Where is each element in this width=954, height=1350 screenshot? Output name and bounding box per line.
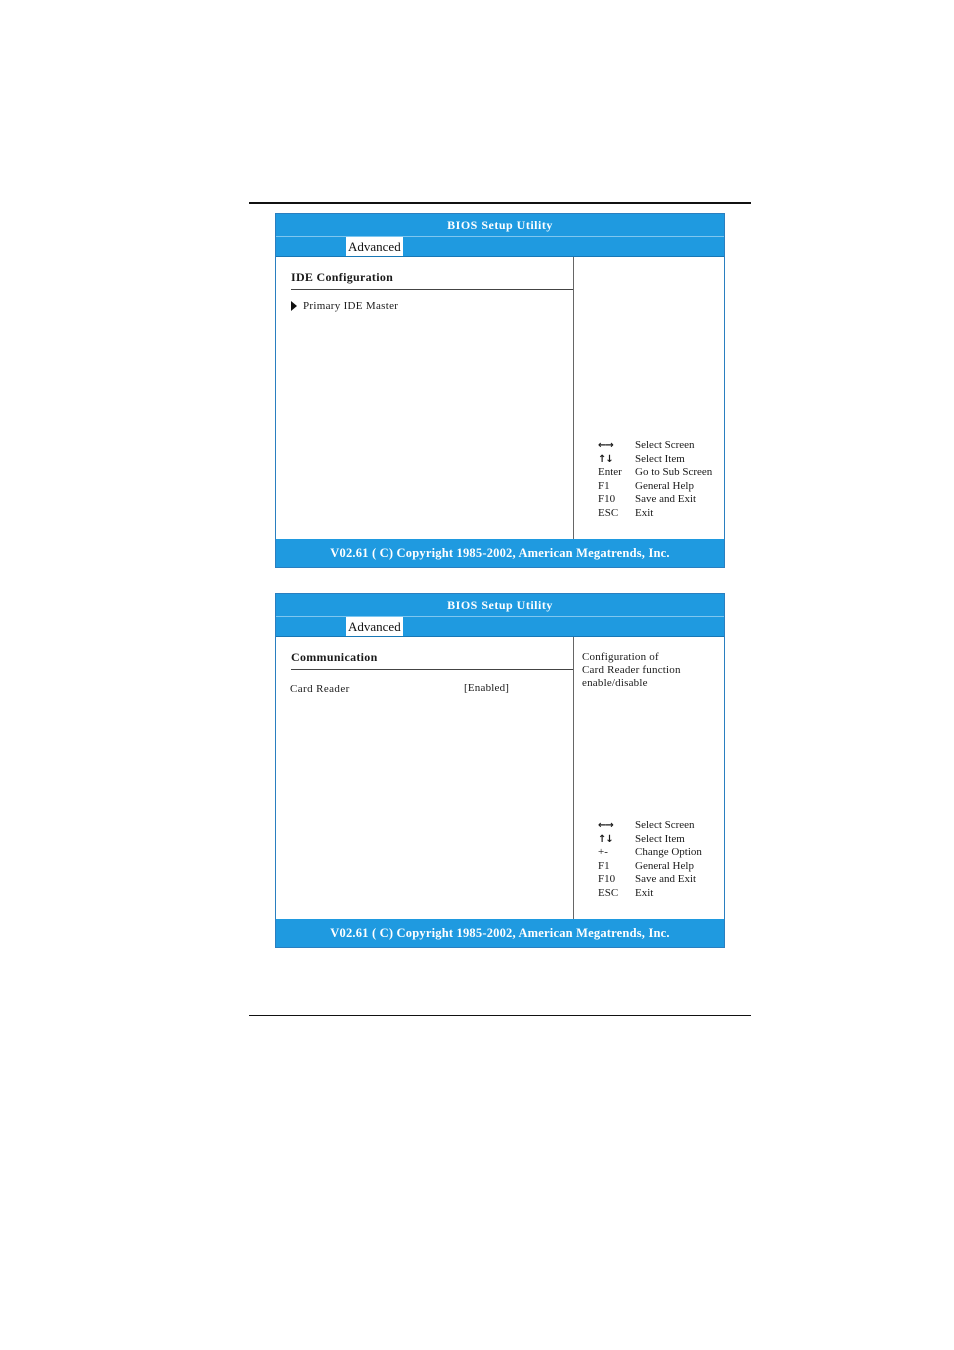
key-legend-row (598, 819, 702, 833)
bios-title: BIOS Setup Utility (276, 594, 724, 616)
tab-advanced[interactable]: Advanced (348, 619, 401, 634)
section-divider (291, 669, 573, 670)
settings-panel (276, 257, 573, 539)
up-down-arrows-icon: ↑↓ (598, 833, 613, 845)
card-reader-value[interactable]: [Enabled] (464, 682, 510, 694)
submenu-item-primary-ide-master[interactable] (291, 300, 398, 312)
key-action: Exit (635, 886, 654, 899)
key-name: F1 (598, 859, 610, 872)
page-bottom-rule (249, 1015, 751, 1016)
section-title: Communication (291, 650, 378, 664)
key-legend-row (598, 873, 702, 887)
key-action: Save and Exit (635, 873, 697, 886)
bios-screen-communication (275, 593, 725, 948)
bios-screen-ide-configuration (275, 213, 725, 568)
key-legend (598, 439, 712, 521)
key-legend (598, 819, 702, 901)
key-name: +- (598, 846, 608, 859)
key-legend-row (598, 493, 712, 507)
key-name: F1 (598, 479, 610, 492)
key-action: General Help (635, 479, 694, 492)
section-divider (291, 289, 573, 290)
key-action: Select Screen (635, 439, 695, 451)
section-title: IDE Configuration (291, 270, 394, 284)
tab-bar (276, 236, 724, 257)
settings-panel (276, 637, 573, 919)
bios-title: BIOS Setup Utility (276, 214, 724, 236)
left-right-arrows-icon: ←→ (598, 440, 613, 451)
key-name: ESC (598, 886, 619, 899)
key-name: Enter (598, 466, 622, 479)
key-legend-row (598, 439, 712, 453)
up-down-arrows-icon: ↑↓ (598, 453, 613, 465)
key-action: Go to Sub Screen (635, 466, 713, 479)
key-legend-row (598, 507, 712, 521)
key-legend-row (598, 833, 702, 847)
key-legend-row (598, 466, 712, 480)
key-name: F10 (598, 493, 616, 506)
key-legend-row (598, 453, 712, 467)
key-action: General Help (635, 859, 694, 872)
help-text: Configuration of Card Reader function enable/disable (582, 651, 681, 689)
tab-bar (276, 616, 724, 637)
key-name: ESC (598, 506, 619, 519)
key-legend-row (598, 846, 702, 860)
copyright-footer: V02.61 ( C) Copyright 1985-2002, American Megatrends, Inc. (276, 919, 724, 947)
key-action: Select Item (635, 452, 685, 465)
submenu-item-label: Primary IDE Master (303, 300, 399, 312)
help-panel (574, 637, 724, 919)
page-top-rule (249, 202, 751, 204)
key-action: Save and Exit (635, 493, 697, 506)
key-action: Exit (635, 506, 654, 519)
left-right-arrows-icon: ←→ (598, 820, 613, 831)
tab-advanced[interactable]: Advanced (348, 239, 401, 254)
key-legend-row (598, 860, 702, 874)
help-panel (574, 257, 724, 539)
card-reader-label[interactable]: Card Reader (290, 683, 350, 695)
key-name: F10 (598, 873, 616, 886)
key-action: Select Screen (635, 819, 695, 831)
key-legend-row (598, 887, 702, 901)
key-action: Select Item (635, 832, 685, 845)
key-legend-row (598, 480, 712, 494)
submenu-arrow-icon (291, 301, 297, 311)
key-action: Change Option (635, 846, 702, 859)
copyright-footer: V02.61 ( C) Copyright 1985-2002, American Megatrends, Inc. (276, 539, 724, 567)
